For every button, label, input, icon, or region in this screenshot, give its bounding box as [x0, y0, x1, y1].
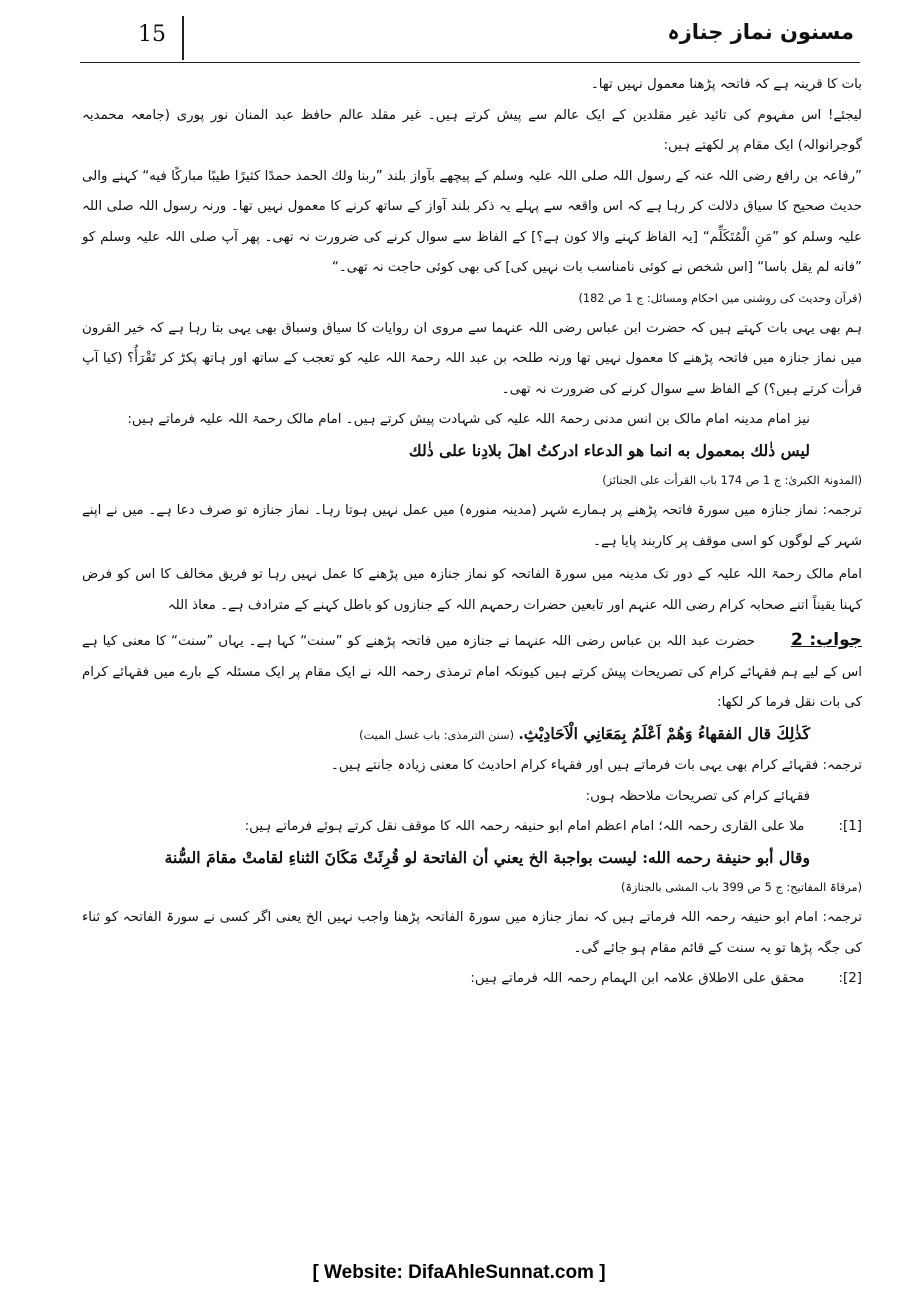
website-footer: [ Website: DifaAhleSunnat.com ]: [312, 1262, 606, 1283]
list-item-2-number: [2]:: [838, 971, 862, 986]
arabic-quote-malik: ليس ذٰلك بمعمول به انما هو الدعاء ادركتُ اهلَ بلادِنا على ذٰلك: [408, 440, 810, 460]
arabic-quote-abu-hanifa: وقال أبو حنيفة رحمه الله: ليست بواجبة الخ يعني أن الفاتحة لو قُرِئَتْ مَكَانَ الثناءِ لقامتْ مقامَ السُّنة: [164, 847, 810, 867]
list-item-2-text: محقق علی الاطلاق علامہ ابن الہمام رحمہ اللہ فرماتے ہیں:: [470, 971, 805, 986]
paragraph-2: لیجئے! اس مفہوم کی تائید غیر مقلدین کے ایک عالم سے پیش کرتے ہیں۔ غیر مقلد عالم حافظ عبد المنان نور پوری (جامعہ محمدیہ گوجرانوالہ) ایک مقام پر لکھتے ہیں:: [82, 107, 862, 153]
arabic-text-2: كَذٰلِكَ قال الفقهاءُ وَهُمْ اَعْلَمُ بِمَعَانِي الْاَحَادِيْثِ.: [518, 723, 810, 743]
book-title: مسنون نماز جنازہ: [667, 20, 854, 44]
list-item-1: [82, 812, 862, 843]
list-item-1-number: [1]:: [838, 819, 862, 834]
paragraph-10: فقہائے کرام کی تصریحات ملاحظہ ہوں:: [585, 788, 810, 804]
page-header: [80, 14, 860, 63]
paragraph-7: امام مالک رحمۃ اللہ علیہ کے دور تک مدینہ میں سورۃ الفاتحہ کو نماز جنازہ میں پڑھنے کا عمل نہیں رہا تو فریق مخالف کا اس کو فرض کہنا یقیناً اتنے صحابہ کرام رضی اللہ عنہم اور تابعین حضرات رحمہم اللہ کے جنازوں کو باطل کہنے کے مترادف ہے۔ معاذ اللہ: [82, 567, 862, 613]
answer-2-paragraph: [82, 625, 862, 719]
paragraph-1: بات کا قرینہ ہے کہ فاتحہ پڑھنا معمول نہیں تھا۔: [590, 77, 862, 92]
reference-4: (مرقاۃ المفاتیح: ج 5 ص 399 باب المشی بالجنازۃ): [621, 881, 862, 894]
list-item-2: [82, 964, 862, 995]
reference-1: (قرآن وحدیث کی روشنی میں احکام ومسائل: ج 1 ص 182): [578, 291, 862, 305]
list-item-1-text: ملا علی القاری رحمہ اللہ؛ امام اعظم امام ابو حنیفہ رحمہ اللہ کا موقف نقل کرتے ہوئے فرماتے ہیں:: [244, 819, 805, 834]
translation-2: ترجمہ: فقہائے کرام بھی یہی بات فرماتے ہیں اور فقہاء کرام احادیث کا معنی زیادہ جانتے ہیں۔: [331, 758, 862, 773]
reference-3: (سنن الترمذی: باب غسل المیت): [359, 728, 515, 742]
translation-3: ترجمہ: امام ابو حنیفہ رحمہ اللہ فرماتے ہیں کہ نماز جنازہ میں سورۃ الفاتحہ پڑھنا واجب نہیں الخ یعنی اگر کسی نے سورۃ الفاتحہ کو ثناء کی جگہ پڑھا تو یہ سنت کے قائم مقام ہو جائے گی۔: [82, 910, 862, 956]
page-body: [82, 70, 862, 995]
translation-1: ترجمہ: نماز جنازہ میں سورۃ فاتحہ پڑھنے پر ہمارے شہر (مدینہ منورہ) میں عمل نہیں ہوتا رہا۔ نماز جنازہ تو صرف دعا ہے۔ میں نے اپنے شہر کے لوگوں کو اسی موقف پر کاربند پایا ہے۔: [82, 503, 862, 549]
reference-2: (المدونۃ الکبریٰ: ج 1 ص 174 باب القرأت علی الجنائز): [602, 474, 862, 487]
page-number: 15: [138, 22, 166, 47]
quote-nurpuri: ”رفاعہ بن رافع رضی اللہ عنہ کے رسول اللہ صلی اللہ علیہ وسلم کے پیچھے بآواز بلند ”ربنا ولك الحمد حمدًا كثيرًا طيبًا مباركًا فيه“ کہنے والی حدیث صحیح کا سیاق دلالت کر رہا ہے کہ اس واقعہ سے پہلے یہ ذکر بلند آواز کے ساتھ کرنے کا معمول نہیں تھا۔ ورنہ رسول اللہ صلی اللہ علیہ وسلم کو ”مَنِ الْمُتَكَلِّم“ [یہ الفاظ کہنے والا کون ہے؟] کے الفاظ سے سوال کرنے کی ضرورت نہ تھی۔ پھر آپ صلی اللہ علیہ وسلم کو ”فانه لم يقل باسا“ [اس شخص نے کوئی نامناسب بات نہیں کی] کی بھی کوئی حاجت نہ تھی۔“: [82, 168, 862, 275]
page-number-divider: [182, 16, 184, 60]
paragraph-4: ہم بھی یہی بات کہتے ہیں کہ حضرت ابن عباس رضی اللہ عنہما سے مروی ان روایات کا سیاق وسباق بھی یہی بتا رہا ہے کہ خیر القرون میں نماز جنازہ میں فاتحہ پڑھنے کا معمول نہیں تھا ورنہ طلحہ بن عبد اللہ رحمۃ اللہ علیہ کو تعجب کے ساتھ اور ہاتھ پکڑ کر تَقْرَأُ؟ (کیا آپ قرأت کرتے ہیں؟) کے الفاظ سے سوال کرنے کی ضرورت نہ تھی۔: [82, 320, 862, 397]
answer-label: جواب: 2: [790, 630, 862, 650]
arabic-quote-tirmidhi: [82, 719, 862, 752]
paragraph-5: نیز امام مدینہ امام مالک بن انس مدنی رحمۃ اللہ علیہ کی شہادت پیش کرتے ہیں۔ امام مالک رحمۃ اللہ علیہ فرماتے ہیں:: [127, 412, 810, 427]
answer-2-text: حضرت عبد اللہ بن عباس رضی اللہ عنہما نے جنازہ میں فاتحہ پڑھنے کو ”سنت“ کہا ہے۔ یہاں ”سنت“ کا معنی کیا ہے اس کے لیے ہم فقہائے کرام کی تصریحات پیش کرتے ہیں کیونکہ امام ترمذی رحمہ اللہ نے ایک مقام پر ایک مسئلہ کے بارے میں فقہائے کرام کی بات نقل فرما کر لکھا:: [82, 634, 862, 710]
